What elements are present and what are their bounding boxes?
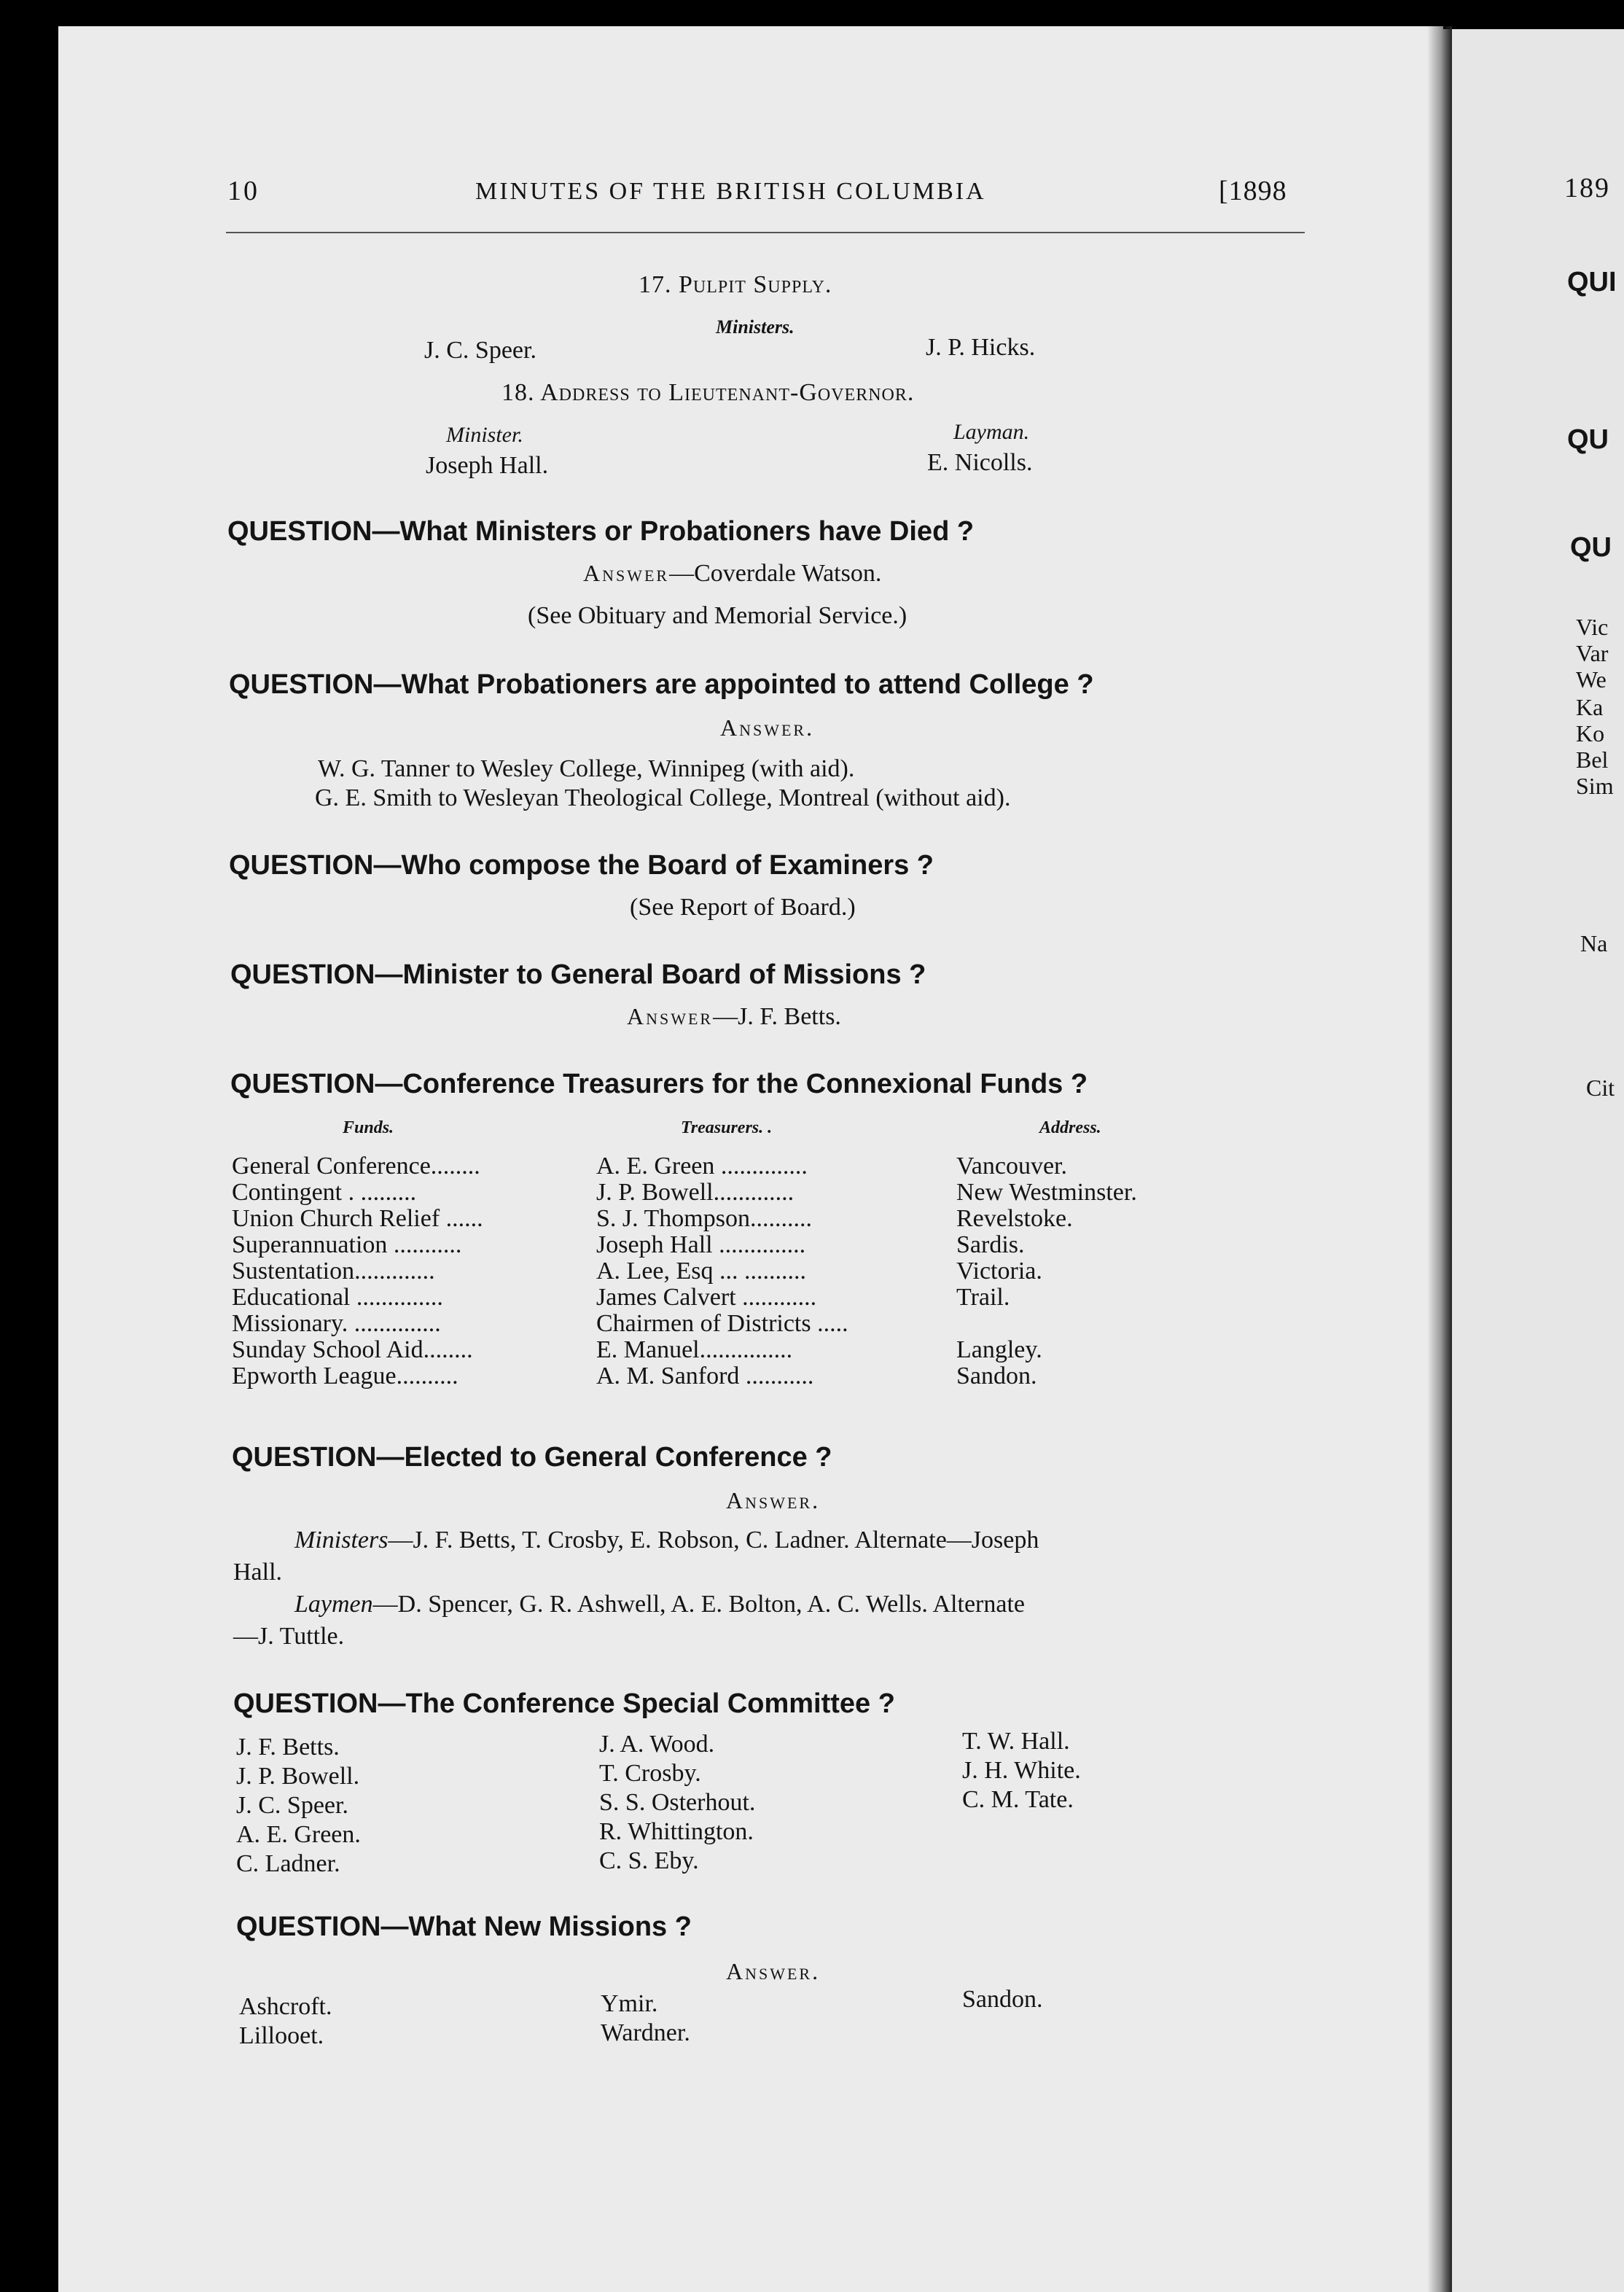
list-item: T. Crosby. (599, 1760, 701, 1787)
note-obituary: (See Obituary and Memorial Service.) (528, 602, 907, 629)
list-item: J. H. White. (962, 1757, 1081, 1784)
ministers-names: —J. F. Betts, T. Crosby, E. Robson, C. Ladner. Alternate—Joseph (388, 1527, 1039, 1554)
question-special-committee: QUESTION—The Conference Special Committee ? (233, 1688, 895, 1719)
list-item: J. C. Speer. (236, 1792, 348, 1819)
answer-missions-board (627, 1003, 841, 1031)
treasurer-cell: S. J. Thompson.......... (596, 1205, 812, 1232)
facing-fragment: We (1576, 666, 1607, 693)
facing-fragment: Na (1580, 930, 1608, 956)
question-died: QUESTION—What Ministers or Probationers have Died ? (227, 516, 975, 547)
facing-page-header: 189 (1564, 173, 1610, 203)
treasurer-cell: Chairmen of Districts ..... (596, 1310, 848, 1337)
list-item: S. S. Osterhout. (599, 1789, 756, 1816)
answer-text: —J. F. Betts. (713, 1003, 841, 1030)
laymen-line (294, 1591, 1025, 1618)
facing-fragment: QU (1567, 424, 1609, 455)
address-minister: Joseph Hall. (426, 452, 549, 479)
fund-cell: Educational .............. (232, 1284, 443, 1311)
address-cell: Victoria. (956, 1258, 1042, 1285)
answer-label: Answer (583, 560, 670, 586)
fund-cell: Contingent . ......... (232, 1179, 417, 1206)
list-item: C. S. Eby. (599, 1847, 699, 1874)
treasurer-cell: E. Manuel............... (596, 1336, 793, 1363)
treasurer-cell: A. M. Sanford ........... (596, 1363, 814, 1389)
list-item: J. A. Wood. (599, 1731, 715, 1758)
facing-fragment: Bel (1576, 747, 1609, 773)
col-head-treasurers: Treasurers. . (681, 1118, 773, 1137)
address-cell: Langley. (956, 1336, 1042, 1363)
facing-fragment: Sim (1576, 773, 1614, 799)
pulpit-minister-1: J. C. Speer. (424, 337, 536, 364)
list-item: Ymir. (601, 1990, 658, 2017)
fund-cell: Missionary. .............. (232, 1310, 441, 1337)
laymen-line-cont: —J. Tuttle. (233, 1623, 345, 1650)
answer-label: Answer (627, 1003, 714, 1029)
treasurer-cell: J. P. Bowell............. (596, 1179, 795, 1206)
pulpit-supply-heading: 17. Pulpit Supply. (639, 271, 832, 298)
treasurer-cell: Joseph Hall .............. (596, 1231, 806, 1258)
address-cell: New Westminster. (956, 1179, 1137, 1206)
treasurer-cell: A. E. Green .............. (596, 1153, 808, 1180)
list-item: Wardner. (601, 2019, 690, 2046)
question-general-conference: QUESTION—Elected to General Conference ? (232, 1442, 832, 1473)
page-number: 10 (227, 176, 259, 206)
fund-cell: Sustentation............. (232, 1258, 435, 1285)
address-cell: Sandon. (956, 1363, 1037, 1389)
list-item: R. Whittington. (599, 1818, 754, 1845)
list-item: C. Ladner. (236, 1850, 340, 1877)
facing-fragment: Ka (1576, 694, 1604, 720)
laymen-names: —D. Spencer, G. R. Ashwell, A. E. Bolton, A. C. Wells. Alternate (372, 1591, 1025, 1618)
list-item: Lillooet. (239, 2022, 324, 2049)
note-examiners: (See Report of Board.) (630, 894, 856, 921)
minister-label: Minister. (446, 423, 523, 447)
page-year: [1898 (1219, 176, 1287, 206)
answer-died (583, 560, 881, 588)
question-examiners: QUESTION—Who compose the Board of Examiners ? (229, 850, 934, 881)
address-layman: E. Nicolls. (927, 449, 1033, 476)
question-college: QUESTION—What Probationers are appointed to attend College ? (229, 669, 1094, 700)
fund-cell: Union Church Relief ...... (232, 1205, 483, 1232)
ministers-label: Ministers. (716, 316, 795, 338)
address-lg-heading: 18. Address to Lieutenant-Governor. (501, 379, 915, 406)
answer-label: Answer. (726, 1958, 821, 1984)
pulpit-minister-2: J. P. Hicks. (926, 334, 1036, 361)
address-cell: Trail. (956, 1284, 1010, 1311)
address-cell: Sardis. (956, 1231, 1025, 1258)
fund-cell: General Conference........ (232, 1153, 480, 1180)
layman-label: Layman. (953, 420, 1030, 444)
col-head-address: Address. (1039, 1118, 1101, 1137)
book-gutter (1427, 26, 1452, 2292)
facing-fragment: Var (1576, 640, 1609, 666)
facing-fragment: Ko (1576, 720, 1605, 747)
college-line-1: W. G. Tanner to Wesley College, Winnipeg (with aid). (318, 755, 855, 782)
facing-fragment: QU (1570, 532, 1612, 563)
laymen-label: Laymen (294, 1591, 373, 1618)
address-cell: Revelstoke. (956, 1205, 1073, 1232)
col-head-funds: Funds. (343, 1118, 394, 1137)
list-item: C. M. Tate. (962, 1786, 1074, 1813)
address-cell: Vancouver. (956, 1153, 1068, 1180)
answer-label: Answer. (720, 714, 815, 741)
treasurer-cell: James Calvert ............ (596, 1284, 817, 1311)
running-title: MINUTES OF THE BRITISH COLUMBIA (475, 178, 986, 205)
list-item: J. P. Bowell. (236, 1763, 360, 1790)
list-item: T. W. Hall. (962, 1728, 1070, 1755)
ministers-label: Ministers (294, 1527, 389, 1554)
question-new-missions: QUESTION—What New Missions ? (236, 1911, 692, 1942)
ministers-line-cont: Hall. (233, 1559, 283, 1586)
facing-page (1443, 29, 1624, 2292)
college-line-2: G. E. Smith to Wesleyan Theological College, Montreal (without aid). (315, 784, 1011, 811)
list-item: Ashcroft. (239, 1993, 332, 2020)
treasurer-cell: A. Lee, Esq ... .......... (596, 1258, 807, 1285)
fund-cell: Superannuation ........... (232, 1231, 462, 1258)
facing-fragment: Cit (1586, 1075, 1615, 1101)
answer-label: Answer. (726, 1487, 821, 1513)
answer-text: —Coverdale Watson. (669, 560, 882, 587)
fund-cell: Sunday School Aid........ (232, 1336, 473, 1363)
header-rule (226, 232, 1305, 233)
ministers-line (294, 1527, 1039, 1554)
question-missions-board: QUESTION—Minister to General Board of Missions ? (230, 959, 926, 990)
question-treasurers: QUESTION—Conference Treasurers for the Connexional Funds ? (230, 1069, 1088, 1099)
fund-cell: Epworth League.......... (232, 1363, 458, 1389)
list-item: Sandon. (962, 1986, 1043, 2013)
facing-fragment: Vic (1576, 614, 1609, 640)
facing-fragment: QUI (1567, 267, 1617, 297)
list-item: J. F. Betts. (236, 1734, 340, 1761)
list-item: A. E. Green. (236, 1821, 361, 1848)
